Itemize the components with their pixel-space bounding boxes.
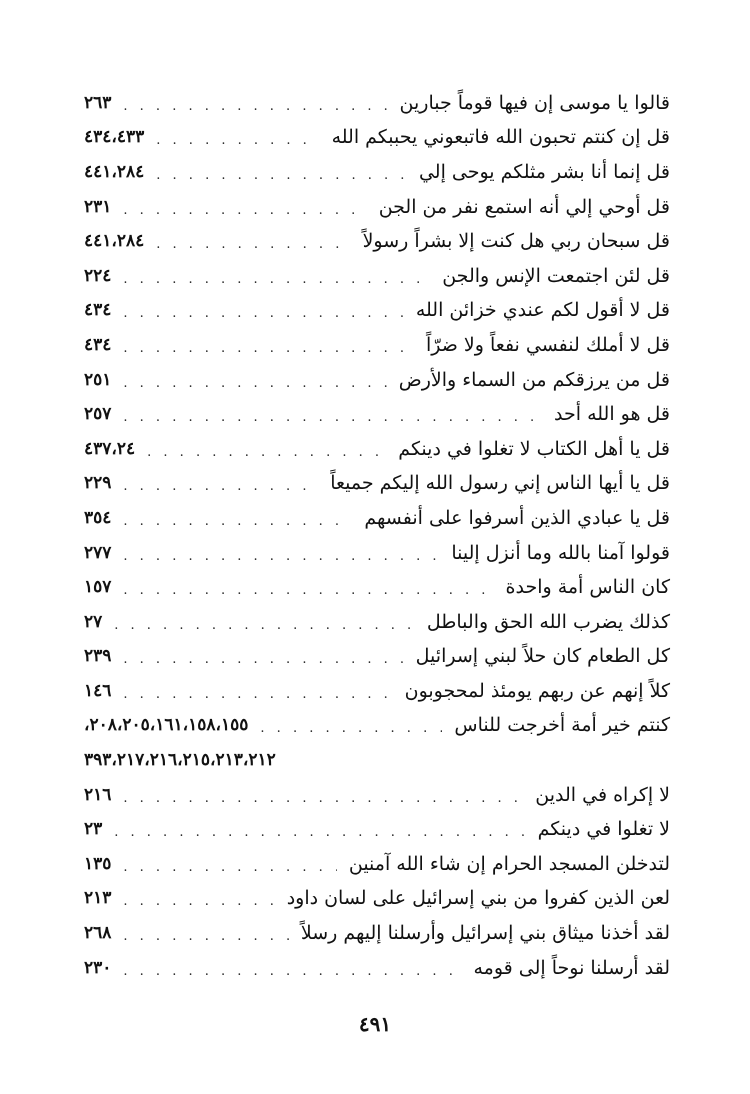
page-refs: ٤٣٧،٢٤	[84, 438, 136, 459]
dot-leader	[123, 480, 318, 493]
dot-leader	[123, 550, 439, 563]
page-refs: ٢٣١	[84, 196, 112, 217]
index-entry	[84, 155, 670, 190]
dot-leader	[156, 134, 319, 147]
verse-text: لتدخلن المسجد الحرام إن شاء الله آمنين	[348, 852, 670, 875]
page-refs: ٢٣	[84, 819, 103, 840]
index-entry	[84, 536, 670, 571]
verse-text: لقد أرسلنا نوحاً إلى قومه	[473, 956, 670, 979]
page-refs: ٢٣٩	[84, 646, 112, 667]
page-refs: ٣٥٤	[84, 507, 112, 528]
dot-leader	[123, 895, 274, 908]
verse-text: قل يا أيها الناس إني رسول الله إليكم جميعاً	[330, 472, 670, 495]
dot-leader	[123, 653, 403, 666]
index-entry	[84, 951, 670, 986]
page-refs: ٢٣٠	[84, 957, 112, 978]
verse-text: قل يا أهل الكتاب لا تغلوا في دينكم	[398, 437, 670, 460]
page-refs: ٤٣٤،٤٣٣	[84, 127, 145, 148]
index-entry	[84, 190, 670, 225]
verse-text: كنتم خير أمة أخرجت للناس	[454, 714, 670, 737]
index-entry	[84, 259, 670, 294]
page-refs: ٤٤١،٢٨٤	[84, 231, 145, 252]
page-refs: ٢٠٨،٢٠٥،١٦١،١٥٨،١٥٥،	[84, 715, 249, 736]
verse-text: قولوا آمنا بالله وما أنزل إلينا	[451, 541, 670, 564]
index-entry	[84, 86, 670, 121]
dot-leader	[147, 446, 386, 459]
index-entry	[84, 363, 670, 398]
page-refs: ١٥٧	[84, 577, 112, 598]
index-entry	[84, 640, 670, 675]
dot-leader	[123, 965, 461, 978]
page-refs: ٢٧	[84, 611, 103, 632]
verse-text: قل لا أملك لنفسي نفعاً ولا ضرّاً	[426, 333, 670, 356]
index-entry	[84, 294, 670, 329]
dot-leader	[123, 792, 523, 805]
page-refs: ٢٢٩	[84, 473, 112, 494]
page-refs: ٢٦٣	[84, 92, 112, 113]
page-refs-continuation: ٣٩٣،٢١٧،٢١٦،٢١٥،٢١٣،٢١٢	[84, 750, 276, 771]
verse-index-list	[84, 86, 670, 985]
index-entry	[84, 397, 670, 432]
verse-text: كل الطعام كان حلاً لبني إسرائيل	[415, 645, 670, 668]
dot-leader	[123, 411, 542, 424]
index-entry	[84, 467, 670, 502]
dot-leader	[123, 584, 493, 597]
index-entry-continuation	[84, 743, 670, 778]
dot-leader	[156, 238, 350, 251]
index-entry	[84, 121, 670, 156]
verse-text: قل لا أقول لكم عندي خزائن الله	[415, 299, 670, 322]
index-entry	[84, 224, 670, 259]
page-refs: ٢١٣	[84, 888, 112, 909]
verse-text: قل إنما أنا بشر مثلكم يوحى إلي	[418, 160, 670, 183]
verse-text: لا تغلوا في دينكم	[537, 818, 670, 841]
verse-text: قل لئن اجتمعت الإنس والجن	[442, 264, 670, 287]
verse-text: قل أوحي إلي أنه استمع نفر من الجن	[378, 195, 670, 218]
index-entry	[84, 916, 670, 951]
page-refs: ٢٧٧	[84, 542, 112, 563]
index-entry	[84, 882, 670, 917]
dot-leader	[123, 688, 392, 701]
verse-text: قل يا عبادي الذين أسرفوا على أنفسهم	[364, 506, 670, 529]
page-refs: ٢١٦	[84, 784, 112, 805]
page-refs: ٤٣٤	[84, 300, 112, 321]
index-entry	[84, 674, 670, 709]
page-refs: ٤٤١،٢٨٤	[84, 161, 145, 182]
page-refs: ١٤٦	[84, 680, 112, 701]
page-refs: ٢٥٧	[84, 404, 112, 425]
index-entry	[84, 501, 670, 536]
page-refs: ٢٥١	[84, 369, 112, 390]
page-refs: ٤٣٤	[84, 334, 112, 355]
dot-leader	[114, 619, 415, 632]
dot-leader	[123, 100, 387, 113]
index-entry	[84, 328, 670, 363]
dot-leader	[114, 826, 525, 839]
verse-text: قل سبحان ربي هل كنت إلا بشراً رسولاً	[362, 230, 670, 253]
verse-text: قل إن كنتم تحبون الله فاتبعوني يحببكم الله	[331, 126, 670, 149]
verse-text: قل من يرزقكم من السماء والأرض	[398, 368, 670, 391]
index-entry	[84, 812, 670, 847]
index-entry	[84, 432, 670, 467]
index-entry	[84, 605, 670, 640]
dot-leader	[260, 722, 442, 735]
page-refs: ١٣٥	[84, 853, 112, 874]
page-refs: ٢٢٤	[84, 265, 112, 286]
dot-leader	[123, 204, 366, 217]
verse-text: لقد أخذنا ميثاق بني إسرائيل وأرسلنا إليهم رسلاً	[300, 922, 670, 945]
verse-text: لا إكراه في الدين	[535, 783, 670, 806]
verse-text: قالوا يا موسى إن فيها قوماً جبارين	[399, 91, 670, 114]
dot-leader	[123, 377, 386, 390]
dot-leader	[123, 273, 430, 286]
index-entry	[84, 778, 670, 813]
verse-text: لعن الذين كفروا من بني إسرائيل على لسان داود	[286, 887, 670, 910]
verse-text: قل هو الله أحد	[554, 403, 670, 426]
dot-leader	[123, 861, 336, 874]
index-entry	[84, 570, 670, 605]
verse-text: كذلك يضرب الله الحق والباطل	[426, 610, 670, 633]
dot-leader	[123, 515, 352, 528]
page-refs: ٢٦٨	[84, 923, 112, 944]
dot-leader	[123, 307, 403, 320]
dot-leader	[123, 930, 288, 943]
verse-text: كلاً إنهم عن ربهم يومئذ لمحجوبون	[404, 679, 670, 702]
dot-leader	[156, 169, 407, 182]
index-entry	[84, 847, 670, 882]
index-entry	[84, 709, 670, 744]
verse-text: كان الناس أمة واحدة	[505, 576, 670, 599]
page-number: ٤٩١	[358, 1012, 392, 1036]
dot-leader	[123, 342, 414, 355]
